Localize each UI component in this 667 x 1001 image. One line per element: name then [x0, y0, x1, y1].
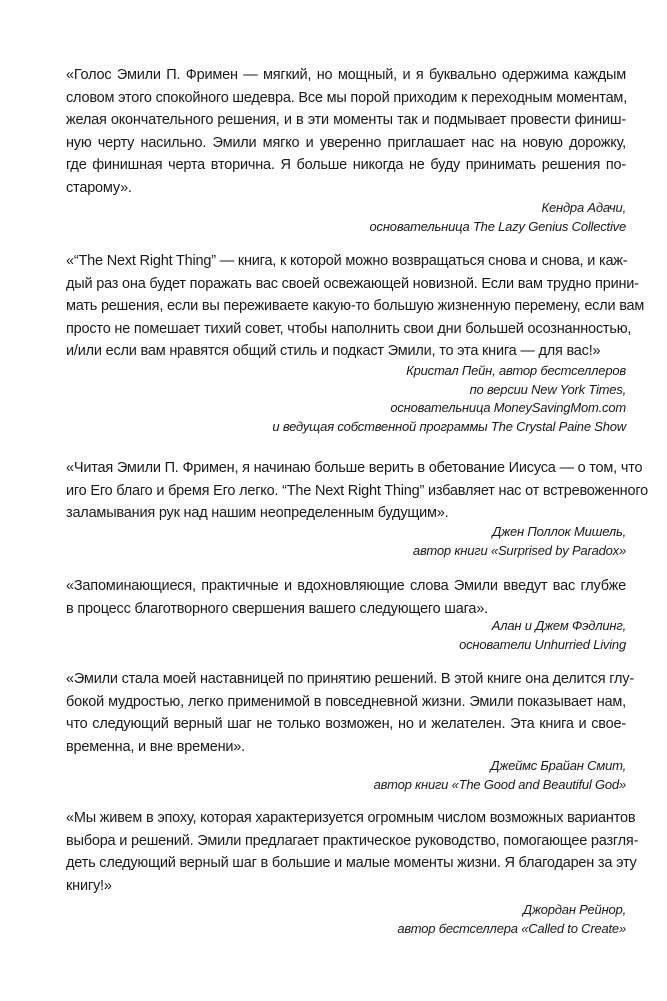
quote-line: «Голос Эмили П. Фримен — мягкий, но мощный, и я буквально одержима каждым — [66, 67, 626, 83]
quote-line: временна, и вне времени». — [66, 738, 245, 755]
testimonial-attribution — [413, 523, 626, 560]
attribution-line: автор бестселлера «Called to Create» — [397, 920, 626, 936]
quote-line: мать решения, если вы переживаете какую-то большую жизненную перемену, если вам — [66, 298, 645, 315]
attribution-line: и ведущая собственной программы The Crystal Paine Show — [272, 418, 626, 434]
attribution-line: Джен Поллок Мишель, — [492, 524, 626, 539]
testimonial-attribution — [374, 757, 626, 794]
attribution-line: Джордан Рейнор, — [523, 902, 626, 917]
attribution-line: основательница MoneySavingMom.com — [390, 400, 626, 415]
attribution-line: основатели Unhurried Living — [459, 636, 626, 652]
attribution-line: Джеймс Брайан Смит, — [490, 758, 626, 773]
testimonial-attribution — [272, 362, 626, 436]
quote-line: что следующий верный шаг не только возможен, но и желателен. Эта книга и свое- — [66, 716, 626, 733]
quote-line: где финишная черта вторична. Я больше никогда не буду принимать решения по- — [66, 157, 626, 174]
attribution-line: основательница The Lazy Genius Collective — [369, 218, 626, 234]
attribution-line: Кристал Пейн, автор бестселлеров — [406, 363, 626, 378]
quote-line: бокой мудростью, легко применимой в повседневной жизни. Эмили показывает нам, — [66, 693, 626, 710]
quote-line: «Эмили стала моей наставницей по принятию решений. В этой книге она делится глу- — [66, 671, 634, 687]
quote-line: просто не помешает тихий совет, чтобы наполнить свои дни большей осознанностью, — [66, 320, 632, 337]
quote-line: старому». — [66, 179, 132, 196]
testimonial-attribution — [370, 199, 627, 236]
quote-line: желая окончательного решения, и в эти моменты так и подмывает провести финиш- — [66, 112, 626, 129]
testimonial-quote — [66, 457, 648, 525]
quote-line: выбора и решений. Эмили предлагает практическое руководство, помогающее разгля- — [66, 832, 639, 849]
testimonial-attribution — [459, 617, 626, 654]
quote-line: «Мы живем в эпоху, которая характеризуется огромным числом возможных вариантов — [66, 810, 636, 826]
testimonial-quote — [66, 807, 639, 897]
quote-line: и/или если вам нравятся общий стиль и подкаст Эмили, то эта книга — для вас!» — [66, 343, 601, 360]
attribution-line: автор книги «Surprised by Paradox» — [412, 542, 626, 558]
quote-line: деть следующий верный шаг в большие и малые моменты жизни. Я благодарен за эту — [66, 855, 637, 872]
quote-line: ную черту насильно. Эмили мягко и уверенно приглашает нас на новую дорожку, — [66, 134, 626, 151]
quote-line: «Запоминающиеся, практичные и вдохновляющие слова Эмили введут вас глубже — [66, 578, 626, 594]
quote-line: в процесс благотворного свершения вашего следующего шага». — [66, 600, 488, 617]
quote-line: «Читая Эмили П. Фримен, я начинаю больше верить в обетование Иисуса — о том, что — [66, 460, 643, 476]
quote-line: дый раз она будет поражать вас своей освежающей новизной. Если вам трудно прини- — [66, 275, 639, 292]
testimonial-attribution — [397, 901, 626, 938]
quote-line: иго Его благо и бремя Его легко. “The Next Right Thing” избавляет нас от встревоженного — [66, 482, 648, 499]
quote-line: «“The Next Right Thing” — книга, к которой можно возвращаться снова и снова, и каж- — [66, 253, 628, 269]
testimonial-quote — [66, 668, 634, 758]
testimonial-quote — [66, 64, 626, 200]
quote-line: книгу!» — [66, 877, 112, 894]
testimonial-quote — [66, 250, 645, 363]
attribution-line: автор книги «The Good and Beautiful God» — [373, 776, 626, 792]
attribution-line: Алан и Джем Фэдлинг, — [491, 618, 626, 633]
attribution-line: Кендра Адачи, — [541, 200, 626, 215]
quote-line: словом этого спокойного шедевра. Все мы порой приходим к переходным моментам, — [66, 89, 628, 106]
attribution-line: по версии New York Times, — [469, 381, 626, 397]
testimonial-quote — [66, 575, 626, 620]
quote-line: заламывания рук над нашим неопределенным будущим». — [66, 505, 449, 522]
